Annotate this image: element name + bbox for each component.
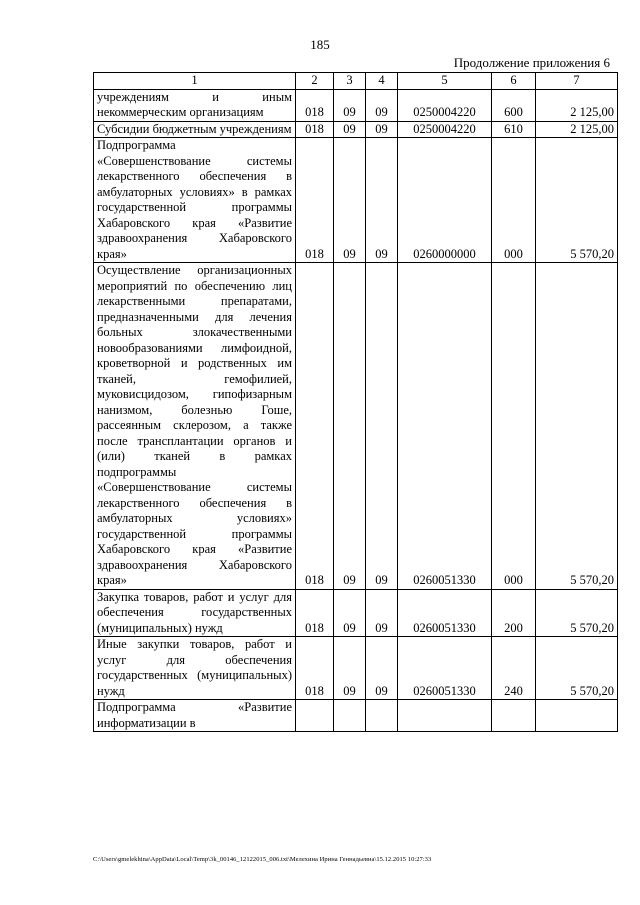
column-header: 3 [334,73,366,90]
column-header: 5 [398,73,492,90]
row-description: Подпрограмма «Совершенствование системы лекарственного обеспечения в амбулаторных условиях» в рамках государственной программы Хабаровского края «Развитие здравоохранения Хабаровского края» [94,138,296,263]
row-description: Осуществление организационных мероприятий по обеспечению лиц лекарственными препаратами, предназначенными для лечения больных злокачественными новообразованиями лимфоидной, кроветворной и родственных им тканей, гемофилией, муковисцидозом, гипофизарным нанизмом, болезнью Гоше, рассеянным склерозом, а также после трансплантации органов и (или) тканей в рамках подпрограммы «Совершенствование системы лекарственного обеспечения в амбулаторных условиях» государственной программы Хабаровского края «Развитие здравоохранения Хабаровского края» [94,263,296,590]
target-article-code: 0250004220 [398,121,492,138]
file-path-footer: C:\Users\gmelekhina\AppData\Local\Temp\3k_00146_12122015_006.txt\Мелехина Ирина Геннадьевна\15.12.2015 10:27:33 [93,856,432,863]
column-header: 6 [492,73,536,90]
section-code: 09 [334,121,366,138]
target-article-code: 0260051330 [398,637,492,700]
section-code: 09 [334,637,366,700]
amount: 5 570,20 [536,138,618,263]
target-article-code: 0260000000 [398,138,492,263]
subsection-code: 09 [366,89,398,121]
target-article-code: 0260051330 [398,263,492,590]
expense-type-code: 000 [492,263,536,590]
expense-type-code: 240 [492,637,536,700]
ministry-code: 018 [296,637,334,700]
section-code [334,700,366,732]
subsection-code [366,700,398,732]
subsection-code: 09 [366,121,398,138]
expense-type-code: 610 [492,121,536,138]
ministry-code: 018 [296,121,334,138]
budget-table [93,72,618,732]
table-row [94,89,618,121]
expense-type-code: 600 [492,89,536,121]
amount: 2 125,00 [536,121,618,138]
amount: 5 570,20 [536,589,618,637]
row-description: Закупка товаров, работ и услуг для обеспечения государственных (муниципальных) нужд [94,589,296,637]
section-code: 09 [334,138,366,263]
target-article-code: 0260051330 [398,589,492,637]
subsection-code: 09 [366,138,398,263]
subsection-code: 09 [366,263,398,590]
ministry-code: 018 [296,589,334,637]
table-row [94,589,618,637]
header-row [94,73,618,90]
row-description: учреждениям и иным некоммерческим организациям [94,89,296,121]
amount: 5 570,20 [536,263,618,590]
expense-type-code [492,700,536,732]
subsection-code: 09 [366,589,398,637]
page-number: 185 [310,37,330,52]
table-row [94,700,618,732]
ministry-code: 018 [296,89,334,121]
row-description: Субсидии бюджетным учреждениям [94,121,296,138]
target-article-code: 0250004220 [398,89,492,121]
target-article-code [398,700,492,732]
amount: 5 570,20 [536,637,618,700]
ministry-code: 018 [296,263,334,590]
column-header: 4 [366,73,398,90]
continuation-title: Продолжение приложения 6 [453,55,610,70]
amount: 2 125,00 [536,89,618,121]
ministry-code [296,700,334,732]
table-row [94,121,618,138]
section-code: 09 [334,89,366,121]
table-row [94,637,618,700]
table-row [94,263,618,590]
section-code: 09 [334,589,366,637]
column-header: 1 [94,73,296,90]
section-code: 09 [334,263,366,590]
expense-type-code: 000 [492,138,536,263]
column-header: 7 [536,73,618,90]
ministry-code: 018 [296,138,334,263]
column-header: 2 [296,73,334,90]
row-description: Подпрограмма «Развитие информатизации в [94,700,296,732]
subsection-code: 09 [366,637,398,700]
expense-type-code: 200 [492,589,536,637]
amount [536,700,618,732]
table-row [94,138,618,263]
row-description: Иные закупки товаров, работ и услуг для обеспечения государственных (муниципальных) нужд [94,637,296,700]
